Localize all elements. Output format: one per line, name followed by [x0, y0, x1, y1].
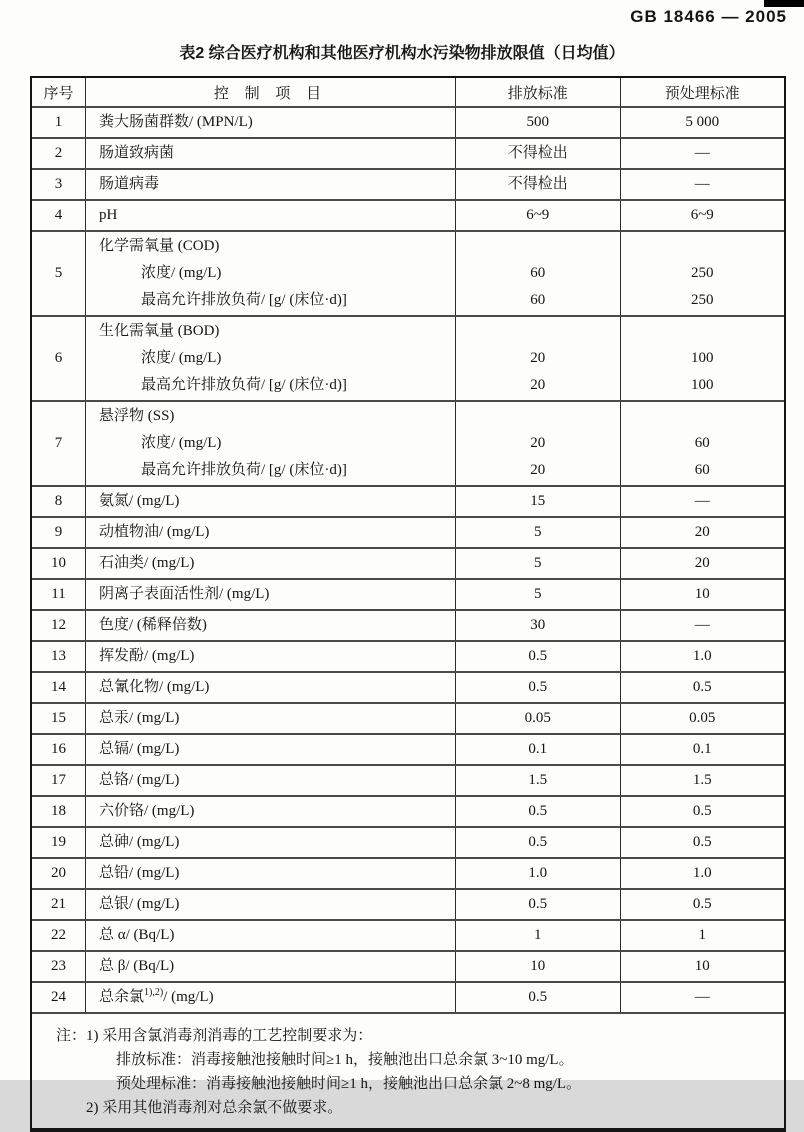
item-text: 总 β/ (Bq/L): [99, 958, 175, 974]
table-row: [32, 764, 784, 795]
table-row: [32, 315, 784, 400]
value-line: 20: [530, 377, 546, 393]
item-text: 总氰化物/ (mg/L): [99, 679, 210, 695]
value-line: 0.5: [528, 989, 548, 1005]
pretreatment-value-cell: [620, 232, 785, 315]
value-line: 0.5: [528, 679, 548, 695]
item-line: [99, 891, 447, 918]
emission-value-cell: [455, 890, 620, 919]
value-line: 20: [530, 435, 546, 451]
value-line: 1.5: [528, 772, 548, 788]
value-line: [456, 233, 620, 260]
table-row: [32, 168, 784, 199]
value-line: 0.5: [528, 834, 548, 850]
row-number: 21: [51, 896, 66, 912]
pretreatment-value-cell: [620, 735, 785, 764]
control-item-cell: [85, 201, 455, 230]
table-row: [32, 230, 784, 315]
control-item-cell: [85, 859, 455, 888]
item-line: [99, 457, 447, 484]
value-line: 20: [530, 350, 546, 366]
item-line: [99, 767, 447, 794]
item-text: 总铅/ (mg/L): [99, 865, 180, 881]
value-line: 不得检出: [507, 145, 568, 161]
value-line: 6~9: [690, 207, 714, 223]
item-line: [99, 140, 447, 167]
item-text: 总镉/ (mg/L): [99, 741, 180, 757]
item-text: 最高允许排放负荷/ [g/ (床位·d)]: [141, 377, 347, 393]
table-header-row: [32, 78, 784, 106]
item-line: [99, 403, 447, 430]
row-number: 8: [54, 493, 63, 509]
emission-value-cell: [455, 139, 620, 168]
row-number: 2: [54, 145, 63, 161]
value-line: 5: [534, 586, 542, 602]
note-line-2: 排放标准：消毒接触池接触时间≥1 h，接触池出口总余氯 3~10 mg/L。: [116, 1052, 574, 1068]
table-row: [32, 609, 784, 640]
item-text: 最高允许排放负荷/ [g/ (床位·d)]: [141, 292, 347, 308]
value-line: 1.0: [692, 865, 712, 881]
table-row: [32, 106, 784, 137]
value-line: [621, 403, 785, 430]
value-line: 250: [691, 292, 714, 308]
value-line: 0.1: [528, 741, 548, 757]
item-line: [99, 953, 447, 980]
emission-value-cell: [455, 170, 620, 199]
emission-value-cell: [455, 317, 620, 400]
item-text: 最高允许排放负荷/ [g/ (床位·d)]: [141, 462, 347, 478]
emission-value-cell: [455, 735, 620, 764]
row-number: 15: [51, 710, 66, 726]
item-line: [99, 287, 447, 314]
table-row: [32, 919, 784, 950]
control-item-cell: [85, 642, 455, 671]
pretreatment-value-cell: [620, 704, 785, 733]
control-item-cell: [85, 317, 455, 400]
value-line: 10: [530, 958, 546, 974]
table-row: [32, 137, 784, 168]
item-text: 六价铬/ (mg/L): [99, 803, 195, 819]
emission-value-cell: [455, 766, 620, 795]
item-text: pH: [99, 207, 118, 223]
emission-value-cell: [455, 983, 620, 1012]
row-number: 16: [51, 741, 66, 757]
scan-artifact-mark: [764, 0, 804, 7]
table-row: [32, 981, 784, 1012]
emission-value-cell: [455, 642, 620, 671]
item-line: [99, 581, 447, 608]
item-line: [99, 202, 447, 229]
item-text: 总余氯: [99, 989, 145, 1005]
row-number: 1: [54, 114, 63, 130]
emission-value-cell: [455, 859, 620, 888]
notes-section: [32, 1012, 784, 1128]
value-line: 1.0: [692, 648, 712, 664]
row-number: 5: [54, 265, 63, 281]
pretreatment-value-cell: [620, 170, 785, 199]
pretreatment-value-cell: [620, 201, 785, 230]
value-line: 5: [534, 524, 542, 540]
item-text: 肠道致病菌: [99, 145, 175, 161]
note-line-3: 预处理标准：消毒接触池接触时间≥1 h，接触池出口总余氯 2~8 mg/L。: [116, 1076, 582, 1092]
item-text: 总 α/ (Bq/L): [99, 927, 175, 943]
pretreatment-value-cell: [620, 921, 785, 950]
item-line: [99, 318, 447, 345]
item-line: [99, 736, 447, 763]
table-row: [32, 888, 784, 919]
note-label: 注：: [56, 1028, 87, 1044]
emission-value-cell: [455, 108, 620, 137]
item-text: 总铬/ (mg/L): [99, 772, 180, 788]
control-item-cell: [85, 704, 455, 733]
item-text: 肠道病毒: [99, 176, 160, 192]
pretreatment-value-cell: [620, 890, 785, 919]
item-line: [99, 171, 447, 198]
table-row: [32, 857, 784, 888]
pretreatment-value-cell: [620, 402, 785, 485]
pretreatment-value-cell: [620, 797, 785, 826]
value-line: 6~9: [526, 207, 550, 223]
control-item-cell: [85, 828, 455, 857]
pretreatment-value-cell: [620, 766, 785, 795]
item-text: 粪大肠菌群数/ (MPN/L): [99, 114, 253, 130]
table-row: [32, 400, 784, 485]
item-text: 色度/ (稀释倍数): [99, 617, 207, 633]
control-item-cell: [85, 487, 455, 516]
item-line: [99, 372, 447, 399]
control-item-cell: [85, 921, 455, 950]
col-header-pretreatment-standard: 预处理标准: [620, 78, 785, 106]
item-line: [99, 860, 447, 887]
limits-table: [30, 76, 786, 1132]
pretreatment-value-cell: [620, 549, 785, 578]
value-line: 5: [534, 555, 542, 571]
value-line: 20: [530, 462, 546, 478]
value-line: 20: [694, 524, 710, 540]
control-item-cell: [85, 890, 455, 919]
value-line: 0.5: [692, 679, 712, 695]
item-text: 浓度/ (mg/L): [141, 435, 222, 451]
item-text: 总汞/ (mg/L): [99, 710, 180, 726]
item-line: [99, 233, 447, 260]
value-line: [456, 403, 620, 430]
value-line: 60: [530, 292, 546, 308]
item-text: 总砷/ (mg/L): [99, 834, 180, 850]
item-text-unit: / (mg/L): [163, 989, 214, 1005]
emission-value-cell: [455, 673, 620, 702]
row-number: 22: [51, 927, 66, 943]
row-number: 10: [51, 555, 66, 571]
row-number: 23: [51, 958, 66, 974]
footnote-ref: 1),2): [144, 987, 164, 998]
table-row: [32, 640, 784, 671]
value-line: 60: [530, 265, 546, 281]
item-line: [99, 430, 447, 457]
item-text: 浓度/ (mg/L): [141, 265, 222, 281]
item-line: [99, 922, 447, 949]
table-row: [32, 795, 784, 826]
value-line: 60: [694, 462, 710, 478]
row-number: 17: [51, 772, 66, 788]
pretreatment-value-cell: [620, 518, 785, 547]
item-text: 浓度/ (mg/L): [141, 350, 222, 366]
note-item-1: 1) 采用含氯消毒剂消毒的工艺控制要求为：: [86, 1028, 373, 1044]
item-text: 动植物油/ (mg/L): [99, 524, 210, 540]
item-line: [99, 109, 447, 136]
value-line: 20: [694, 555, 710, 571]
item-text: 氨氮/ (mg/L): [99, 493, 180, 509]
row-number: 20: [51, 865, 66, 881]
pretreatment-value-cell: [620, 673, 785, 702]
emission-value-cell: [455, 952, 620, 981]
item-line: [99, 798, 447, 825]
value-line: 100: [691, 350, 714, 366]
table-row: [32, 733, 784, 764]
col-header-index: 序号: [43, 85, 74, 102]
value-line: —: [694, 176, 710, 192]
value-line: 1.0: [528, 865, 548, 881]
control-item-cell: [85, 735, 455, 764]
value-line: 1: [698, 927, 706, 943]
item-line: [99, 488, 447, 515]
emission-value-cell: [455, 704, 620, 733]
table-row: [32, 671, 784, 702]
table-title: 表2 综合医疗机构和其他医疗机构水污染物排放限值（日均值）: [179, 45, 625, 62]
row-number: 18: [51, 803, 66, 819]
emission-value-cell: [455, 921, 620, 950]
pretreatment-value-cell: [620, 108, 785, 137]
value-line: [621, 318, 785, 345]
item-text: 悬浮物 (SS): [99, 408, 175, 424]
control-item-cell: [85, 983, 455, 1012]
pretreatment-value-cell: [620, 487, 785, 516]
item-text: 挥发酚/ (mg/L): [99, 648, 195, 664]
item-line: [99, 705, 447, 732]
pretreatment-value-cell: [620, 642, 785, 671]
control-item-cell: [85, 170, 455, 199]
control-item-cell: [85, 549, 455, 578]
control-item-cell: [85, 139, 455, 168]
item-line: [99, 519, 447, 546]
control-item-cell: [85, 232, 455, 315]
value-line: [456, 318, 620, 345]
table-row: [32, 516, 784, 547]
item-text: 总银/ (mg/L): [99, 896, 180, 912]
value-line: 0.5: [528, 803, 548, 819]
value-line: 10: [694, 586, 710, 602]
item-line: [99, 345, 447, 372]
item-text: 化学需氧量 (COD): [99, 238, 220, 254]
emission-value-cell: [455, 580, 620, 609]
emission-value-cell: [455, 797, 620, 826]
row-number: 7: [54, 435, 63, 451]
pretreatment-value-cell: [620, 317, 785, 400]
emission-value-cell: [455, 828, 620, 857]
emission-value-cell: [455, 611, 620, 640]
pretreatment-value-cell: [620, 139, 785, 168]
pretreatment-value-cell: [620, 952, 785, 981]
row-number: 11: [51, 586, 66, 602]
value-line: 不得检出: [507, 176, 568, 192]
control-item-cell: [85, 580, 455, 609]
item-line: [99, 829, 447, 856]
item-text: 石油类/ (mg/L): [99, 555, 195, 571]
col-header-control-item: 控 制 项 目: [85, 78, 455, 106]
value-line: 1: [534, 927, 542, 943]
emission-value-cell: [455, 402, 620, 485]
value-line: 15: [530, 493, 546, 509]
value-line: —: [694, 493, 710, 509]
value-line: 0.5: [692, 834, 712, 850]
value-line: —: [694, 145, 710, 161]
value-line: [621, 233, 785, 260]
pretreatment-value-cell: [620, 611, 785, 640]
value-line: 0.1: [692, 741, 712, 757]
control-item-cell: [85, 518, 455, 547]
value-line: 60: [694, 435, 710, 451]
control-item-cell: [85, 673, 455, 702]
row-number: 19: [51, 834, 66, 850]
item-line: [99, 984, 447, 1011]
value-line: 30: [530, 617, 546, 633]
table-row: [32, 826, 784, 857]
row-number: 13: [51, 648, 66, 664]
row-number: 14: [51, 679, 66, 695]
row-number: 4: [54, 207, 63, 223]
table-body: [32, 106, 784, 1012]
item-text: 生化需氧量 (BOD): [99, 323, 220, 339]
item-line: [99, 643, 447, 670]
table-row: [32, 578, 784, 609]
control-item-cell: [85, 611, 455, 640]
control-item-cell: [85, 108, 455, 137]
value-line: 0.5: [692, 896, 712, 912]
row-number: 24: [51, 989, 66, 1005]
value-line: 5 000: [685, 114, 720, 130]
emission-value-cell: [455, 549, 620, 578]
item-text: 阴离子表面活性剂/ (mg/L): [99, 586, 270, 602]
standard-number: GB 18466 — 2005: [630, 7, 787, 26]
table-row: [32, 950, 784, 981]
item-line: [99, 260, 447, 287]
value-line: —: [694, 617, 710, 633]
row-number: 6: [54, 350, 63, 366]
value-line: 100: [691, 377, 714, 393]
emission-value-cell: [455, 518, 620, 547]
pretreatment-value-cell: [620, 828, 785, 857]
value-line: 500: [526, 114, 549, 130]
control-item-cell: [85, 797, 455, 826]
pretreatment-value-cell: [620, 580, 785, 609]
item-line: [99, 674, 447, 701]
table-row: [32, 199, 784, 230]
emission-value-cell: [455, 232, 620, 315]
value-line: 0.5: [528, 896, 548, 912]
item-line: [99, 612, 447, 639]
value-line: —: [694, 989, 710, 1005]
pretreatment-value-cell: [620, 983, 785, 1012]
table-row: [32, 485, 784, 516]
note-line-4: 2) 采用其他消毒剂对总余氯不做要求。: [86, 1100, 343, 1116]
row-number: 3: [54, 176, 63, 192]
pretreatment-value-cell: [620, 859, 785, 888]
row-number: 9: [54, 524, 63, 540]
col-header-emission-standard: 排放标准: [455, 78, 620, 106]
value-line: 0.5: [692, 803, 712, 819]
note-line-1: [56, 1024, 774, 1048]
value-line: 250: [691, 265, 714, 281]
control-item-cell: [85, 952, 455, 981]
value-line: 0.5: [528, 648, 548, 664]
emission-value-cell: [455, 487, 620, 516]
value-line: 10: [694, 958, 710, 974]
item-line: [99, 550, 447, 577]
row-number: 12: [51, 617, 66, 633]
value-line: 0.05: [524, 710, 551, 726]
value-line: 1.5: [692, 772, 712, 788]
emission-value-cell: [455, 201, 620, 230]
control-item-cell: [85, 402, 455, 485]
table-row: [32, 702, 784, 733]
control-item-cell: [85, 766, 455, 795]
table-row: [32, 547, 784, 578]
value-line: 0.05: [689, 710, 716, 726]
